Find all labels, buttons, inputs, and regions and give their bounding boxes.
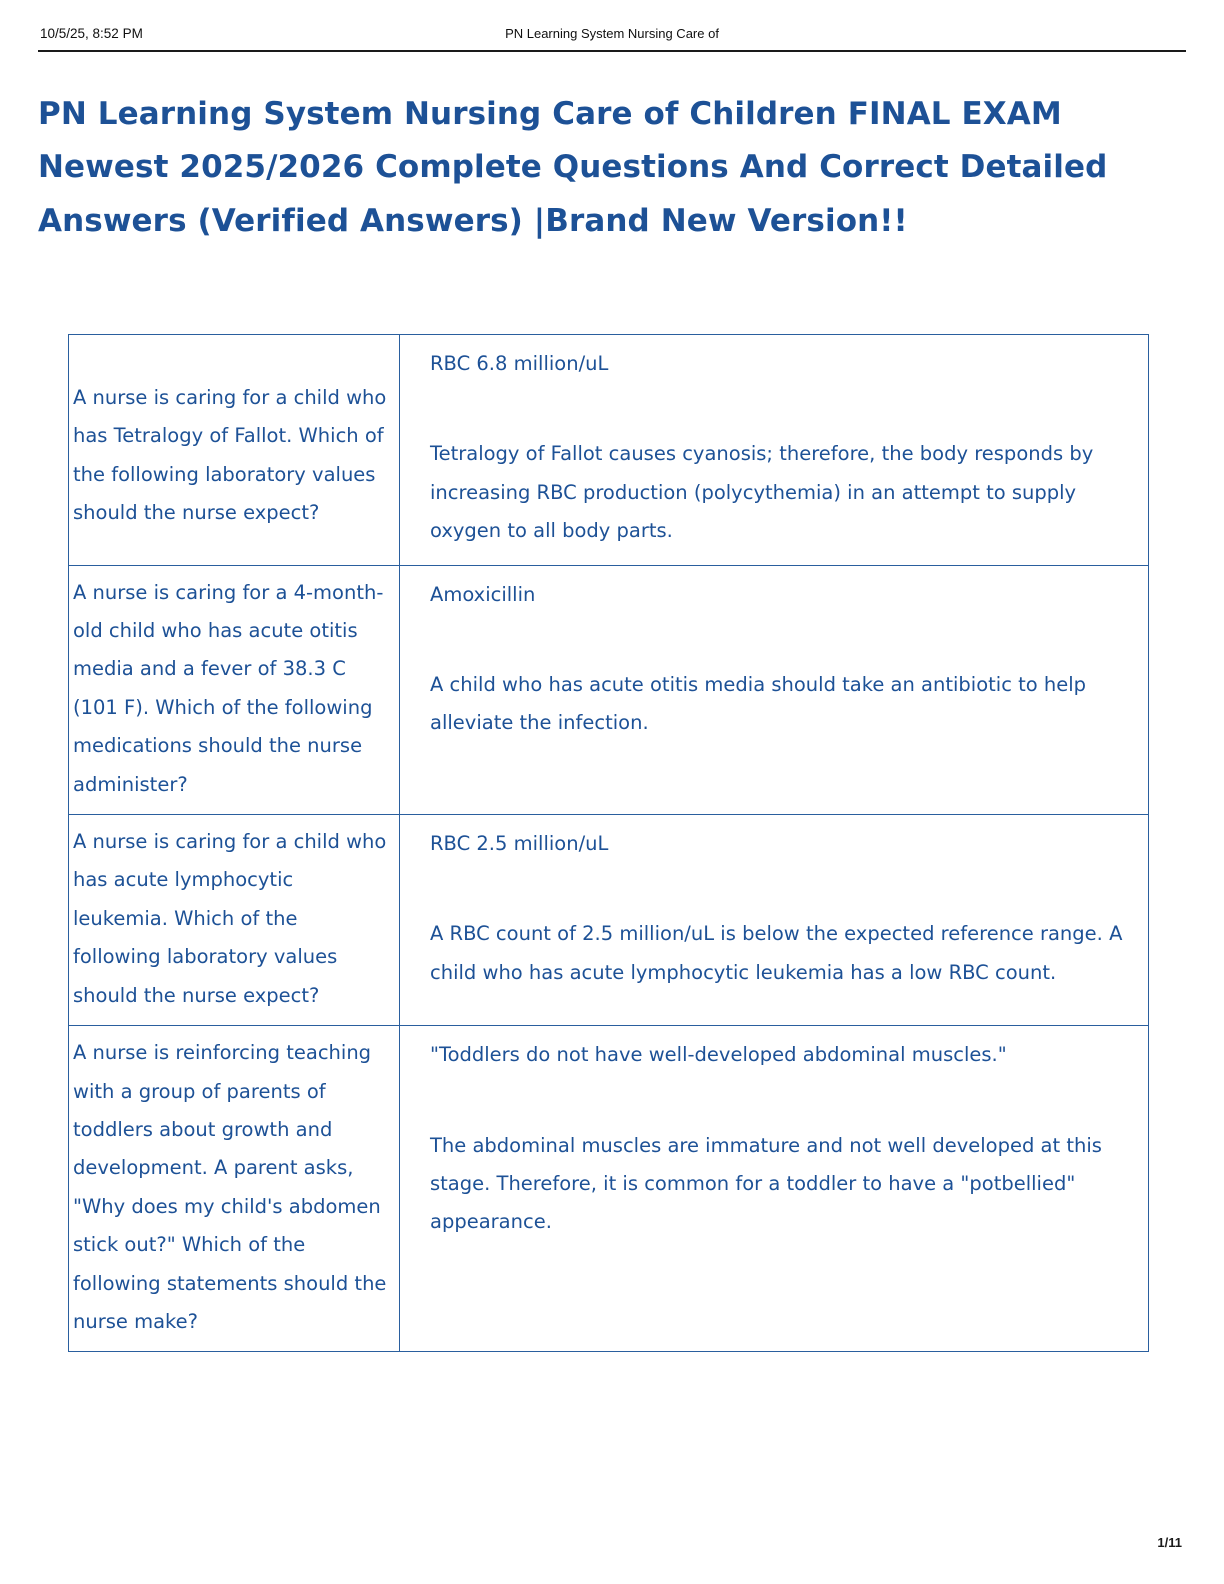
page-title: PN Learning System Nursing Care of Children FINAL EXAM Newest 2025/2026 Complete Questions And Correct Detailed Answers (Verified Answers) |Brand New Version!! <box>38 96 1108 239</box>
explanation-text: Tetralogy of Fallot causes cyanosis; therefore, the body responds by increasing RBC production (polycythemia) in an attempt to supply oxygen to all body parts. <box>430 442 1094 543</box>
print-header <box>40 20 1184 46</box>
print-date: 10/5/25, 8:52 PM <box>40 25 143 41</box>
table-row <box>69 1026 1149 1352</box>
answer-text: RBC 2.5 million/uL <box>430 832 609 856</box>
answer-text: Amoxicillin <box>430 582 536 606</box>
qa-table <box>68 334 1149 1352</box>
question-text: A nurse is caring for a 4-month-old child who has acute otitis media and a fever of 38.3 C (101 F). Which of the following medications should the nurse administer? <box>73 580 384 796</box>
question-cell <box>69 335 400 566</box>
answer-cell <box>400 565 1149 814</box>
question-text: A nurse is caring for a child who has acute lymphocytic leukemia. Which of the following laboratory values should the nurse expect? <box>73 830 387 1007</box>
question-cell <box>69 815 400 1026</box>
explanation-text: A RBC count of 2.5 million/uL is below the expected reference range. A child who has acute lymphocytic leukemia has a low RBC count. <box>430 922 1123 984</box>
table-row <box>69 335 1149 566</box>
table-row <box>69 565 1149 814</box>
header-divider <box>38 50 1186 52</box>
print-doc-label: PN Learning System Nursing Care of <box>505 25 719 41</box>
answer-text: "Toddlers do not have well-developed abdominal muscles." <box>430 1043 1007 1067</box>
table-row <box>69 815 1149 1026</box>
answer-text: RBC 6.8 million/uL <box>430 352 609 375</box>
explanation-text: The abdominal muscles are immature and not well developed at this stage. Therefore, it is common for a toddler to have a "potbellied" appearance. <box>430 1133 1102 1234</box>
question-text: A nurse is reinforcing teaching with a group of parents of toddlers about growth and development. A parent asks, "Why does my child's abdomen stick out?" Which of the following statements should the nurse make? <box>73 1041 387 1333</box>
answer-cell <box>400 335 1149 566</box>
answer-cell <box>400 1026 1149 1352</box>
page-number: 1/11 <box>1157 1535 1182 1550</box>
question-text: A nurse is caring for a child who has Tetralogy of Fallot. Which of the following laboratory values should the nurse expect? <box>73 386 387 525</box>
explanation-text: A child who has acute otitis media should take an antibiotic to help alleviate the infection. <box>430 673 1087 735</box>
question-cell <box>69 1026 400 1352</box>
answer-cell <box>400 815 1149 1026</box>
question-cell <box>69 565 400 814</box>
